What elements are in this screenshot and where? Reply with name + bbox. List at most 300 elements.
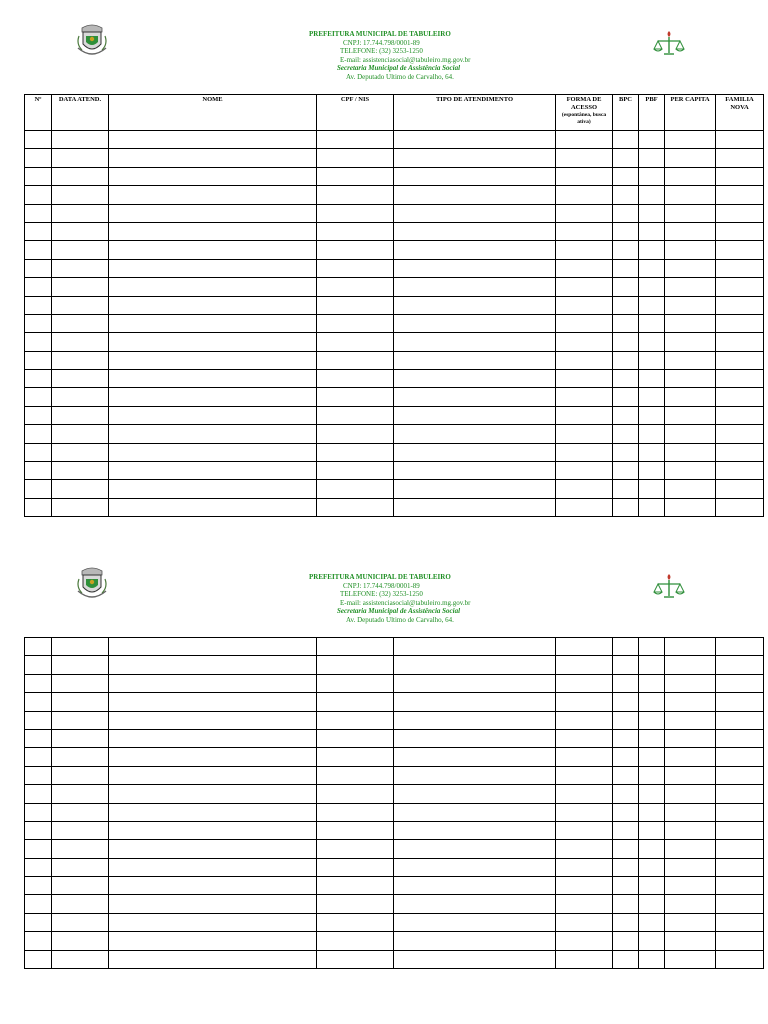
cell-bpc[interactable] [613, 278, 639, 296]
cell-data-atend[interactable] [52, 711, 109, 729]
cell-cpf-nis[interactable] [317, 674, 394, 692]
cell-data-atend[interactable] [52, 278, 109, 296]
cell-pbf[interactable] [639, 388, 665, 406]
cell-forma-acesso[interactable] [556, 370, 613, 388]
cell-per-capita[interactable] [665, 370, 716, 388]
cell-data-atend[interactable] [52, 406, 109, 424]
cell-bpc[interactable] [613, 462, 639, 480]
cell-pbf[interactable] [639, 370, 665, 388]
cell-bpc[interactable] [613, 351, 639, 369]
cell-pbf[interactable] [639, 406, 665, 424]
cell-pbf[interactable] [639, 729, 665, 747]
cell-forma-acesso[interactable] [556, 638, 613, 656]
cell-tipo-atendimento[interactable] [394, 333, 556, 351]
cell-bpc[interactable] [613, 480, 639, 498]
cell-tipo-atendimento[interactable] [394, 149, 556, 167]
cell-cpf-nis[interactable] [317, 711, 394, 729]
cell-nome[interactable] [109, 729, 317, 747]
cell-cpf-nis[interactable] [317, 729, 394, 747]
cell-cpf-nis[interactable] [317, 370, 394, 388]
cell-numero[interactable] [25, 241, 52, 259]
cell-tipo-atendimento[interactable] [394, 425, 556, 443]
cell-tipo-atendimento[interactable] [394, 167, 556, 185]
cell-cpf-nis[interactable] [317, 296, 394, 314]
cell-tipo-atendimento[interactable] [394, 785, 556, 803]
cell-nome[interactable] [109, 877, 317, 895]
cell-familia-nova[interactable] [716, 241, 764, 259]
cell-familia-nova[interactable] [716, 462, 764, 480]
cell-cpf-nis[interactable] [317, 167, 394, 185]
cell-familia-nova[interactable] [716, 932, 764, 950]
cell-per-capita[interactable] [665, 693, 716, 711]
cell-bpc[interactable] [613, 858, 639, 876]
cell-tipo-atendimento[interactable] [394, 913, 556, 931]
cell-tipo-atendimento[interactable] [394, 480, 556, 498]
cell-familia-nova[interactable] [716, 296, 764, 314]
cell-numero[interactable] [25, 204, 52, 222]
cell-cpf-nis[interactable] [317, 638, 394, 656]
cell-bpc[interactable] [613, 241, 639, 259]
cell-nome[interactable] [109, 314, 317, 332]
cell-bpc[interactable] [613, 913, 639, 931]
cell-data-atend[interactable] [52, 693, 109, 711]
cell-tipo-atendimento[interactable] [394, 204, 556, 222]
cell-nome[interactable] [109, 711, 317, 729]
cell-cpf-nis[interactable] [317, 693, 394, 711]
cell-forma-acesso[interactable] [556, 351, 613, 369]
cell-nome[interactable] [109, 388, 317, 406]
cell-bpc[interactable] [613, 840, 639, 858]
cell-nome[interactable] [109, 370, 317, 388]
cell-cpf-nis[interactable] [317, 913, 394, 931]
cell-nome[interactable] [109, 674, 317, 692]
cell-nome[interactable] [109, 785, 317, 803]
cell-pbf[interactable] [639, 480, 665, 498]
cell-data-atend[interactable] [52, 480, 109, 498]
cell-per-capita[interactable] [665, 131, 716, 149]
cell-bpc[interactable] [613, 932, 639, 950]
cell-tipo-atendimento[interactable] [394, 748, 556, 766]
cell-numero[interactable] [25, 674, 52, 692]
cell-pbf[interactable] [639, 259, 665, 277]
cell-tipo-atendimento[interactable] [394, 370, 556, 388]
cell-data-atend[interactable] [52, 222, 109, 240]
cell-tipo-atendimento[interactable] [394, 443, 556, 461]
cell-per-capita[interactable] [665, 406, 716, 424]
cell-bpc[interactable] [613, 895, 639, 913]
cell-bpc[interactable] [613, 711, 639, 729]
cell-familia-nova[interactable] [716, 351, 764, 369]
cell-data-atend[interactable] [52, 803, 109, 821]
cell-nome[interactable] [109, 222, 317, 240]
cell-pbf[interactable] [639, 638, 665, 656]
cell-numero[interactable] [25, 803, 52, 821]
cell-tipo-atendimento[interactable] [394, 674, 556, 692]
cell-pbf[interactable] [639, 222, 665, 240]
cell-data-atend[interactable] [52, 149, 109, 167]
cell-forma-acesso[interactable] [556, 729, 613, 747]
cell-pbf[interactable] [639, 204, 665, 222]
cell-pbf[interactable] [639, 858, 665, 876]
cell-bpc[interactable] [613, 950, 639, 968]
cell-pbf[interactable] [639, 877, 665, 895]
cell-per-capita[interactable] [665, 858, 716, 876]
cell-forma-acesso[interactable] [556, 858, 613, 876]
cell-pbf[interactable] [639, 186, 665, 204]
cell-familia-nova[interactable] [716, 821, 764, 839]
cell-nome[interactable] [109, 693, 317, 711]
cell-pbf[interactable] [639, 314, 665, 332]
cell-numero[interactable] [25, 711, 52, 729]
cell-cpf-nis[interactable] [317, 821, 394, 839]
cell-bpc[interactable] [613, 186, 639, 204]
cell-familia-nova[interactable] [716, 278, 764, 296]
cell-tipo-atendimento[interactable] [394, 498, 556, 516]
cell-forma-acesso[interactable] [556, 674, 613, 692]
cell-forma-acesso[interactable] [556, 241, 613, 259]
cell-numero[interactable] [25, 895, 52, 913]
cell-familia-nova[interactable] [716, 895, 764, 913]
cell-familia-nova[interactable] [716, 656, 764, 674]
cell-per-capita[interactable] [665, 803, 716, 821]
cell-tipo-atendimento[interactable] [394, 932, 556, 950]
cell-tipo-atendimento[interactable] [394, 803, 556, 821]
cell-per-capita[interactable] [665, 748, 716, 766]
cell-bpc[interactable] [613, 821, 639, 839]
cell-numero[interactable] [25, 443, 52, 461]
cell-bpc[interactable] [613, 766, 639, 784]
cell-forma-acesso[interactable] [556, 748, 613, 766]
cell-per-capita[interactable] [665, 480, 716, 498]
cell-data-atend[interactable] [52, 314, 109, 332]
cell-numero[interactable] [25, 858, 52, 876]
cell-per-capita[interactable] [665, 241, 716, 259]
cell-tipo-atendimento[interactable] [394, 821, 556, 839]
cell-data-atend[interactable] [52, 638, 109, 656]
cell-numero[interactable] [25, 729, 52, 747]
cell-forma-acesso[interactable] [556, 222, 613, 240]
cell-numero[interactable] [25, 222, 52, 240]
cell-familia-nova[interactable] [716, 693, 764, 711]
cell-tipo-atendimento[interactable] [394, 186, 556, 204]
cell-forma-acesso[interactable] [556, 711, 613, 729]
cell-per-capita[interactable] [665, 259, 716, 277]
cell-pbf[interactable] [639, 351, 665, 369]
cell-familia-nova[interactable] [716, 877, 764, 895]
cell-per-capita[interactable] [665, 638, 716, 656]
cell-bpc[interactable] [613, 131, 639, 149]
cell-per-capita[interactable] [665, 913, 716, 931]
cell-per-capita[interactable] [665, 296, 716, 314]
cell-numero[interactable] [25, 259, 52, 277]
cell-pbf[interactable] [639, 278, 665, 296]
cell-pbf[interactable] [639, 766, 665, 784]
cell-data-atend[interactable] [52, 858, 109, 876]
cell-forma-acesso[interactable] [556, 656, 613, 674]
cell-cpf-nis[interactable] [317, 950, 394, 968]
cell-per-capita[interactable] [665, 462, 716, 480]
cell-nome[interactable] [109, 913, 317, 931]
cell-nome[interactable] [109, 351, 317, 369]
cell-data-atend[interactable] [52, 766, 109, 784]
cell-nome[interactable] [109, 333, 317, 351]
cell-tipo-atendimento[interactable] [394, 406, 556, 424]
cell-familia-nova[interactable] [716, 840, 764, 858]
cell-tipo-atendimento[interactable] [394, 131, 556, 149]
cell-data-atend[interactable] [52, 241, 109, 259]
cell-forma-acesso[interactable] [556, 913, 613, 931]
cell-data-atend[interactable] [52, 656, 109, 674]
cell-tipo-atendimento[interactable] [394, 693, 556, 711]
cell-per-capita[interactable] [665, 149, 716, 167]
cell-nome[interactable] [109, 241, 317, 259]
cell-data-atend[interactable] [52, 932, 109, 950]
cell-cpf-nis[interactable] [317, 425, 394, 443]
cell-nome[interactable] [109, 149, 317, 167]
cell-numero[interactable] [25, 370, 52, 388]
cell-pbf[interactable] [639, 498, 665, 516]
cell-per-capita[interactable] [665, 840, 716, 858]
cell-per-capita[interactable] [665, 186, 716, 204]
cell-cpf-nis[interactable] [317, 932, 394, 950]
cell-bpc[interactable] [613, 204, 639, 222]
cell-pbf[interactable] [639, 711, 665, 729]
cell-tipo-atendimento[interactable] [394, 296, 556, 314]
cell-per-capita[interactable] [665, 333, 716, 351]
cell-data-atend[interactable] [52, 443, 109, 461]
cell-bpc[interactable] [613, 259, 639, 277]
cell-per-capita[interactable] [665, 388, 716, 406]
cell-per-capita[interactable] [665, 656, 716, 674]
cell-per-capita[interactable] [665, 314, 716, 332]
cell-per-capita[interactable] [665, 785, 716, 803]
cell-nome[interactable] [109, 932, 317, 950]
cell-data-atend[interactable] [52, 498, 109, 516]
cell-data-atend[interactable] [52, 296, 109, 314]
cell-pbf[interactable] [639, 821, 665, 839]
cell-cpf-nis[interactable] [317, 877, 394, 895]
cell-familia-nova[interactable] [716, 748, 764, 766]
cell-cpf-nis[interactable] [317, 388, 394, 406]
cell-pbf[interactable] [639, 840, 665, 858]
cell-cpf-nis[interactable] [317, 314, 394, 332]
cell-pbf[interactable] [639, 693, 665, 711]
cell-familia-nova[interactable] [716, 674, 764, 692]
cell-cpf-nis[interactable] [317, 895, 394, 913]
cell-data-atend[interactable] [52, 877, 109, 895]
cell-pbf[interactable] [639, 167, 665, 185]
cell-numero[interactable] [25, 498, 52, 516]
cell-bpc[interactable] [613, 388, 639, 406]
cell-bpc[interactable] [613, 222, 639, 240]
cell-tipo-atendimento[interactable] [394, 638, 556, 656]
cell-bpc[interactable] [613, 370, 639, 388]
cell-pbf[interactable] [639, 932, 665, 950]
cell-tipo-atendimento[interactable] [394, 388, 556, 406]
cell-tipo-atendimento[interactable] [394, 259, 556, 277]
cell-data-atend[interactable] [52, 895, 109, 913]
cell-numero[interactable] [25, 296, 52, 314]
cell-bpc[interactable] [613, 803, 639, 821]
cell-familia-nova[interactable] [716, 314, 764, 332]
cell-data-atend[interactable] [52, 729, 109, 747]
cell-familia-nova[interactable] [716, 222, 764, 240]
cell-data-atend[interactable] [52, 821, 109, 839]
cell-cpf-nis[interactable] [317, 785, 394, 803]
cell-data-atend[interactable] [52, 167, 109, 185]
cell-familia-nova[interactable] [716, 803, 764, 821]
cell-familia-nova[interactable] [716, 149, 764, 167]
cell-forma-acesso[interactable] [556, 895, 613, 913]
cell-nome[interactable] [109, 748, 317, 766]
cell-per-capita[interactable] [665, 729, 716, 747]
cell-forma-acesso[interactable] [556, 462, 613, 480]
cell-forma-acesso[interactable] [556, 693, 613, 711]
cell-per-capita[interactable] [665, 674, 716, 692]
cell-forma-acesso[interactable] [556, 443, 613, 461]
cell-nome[interactable] [109, 131, 317, 149]
cell-numero[interactable] [25, 462, 52, 480]
cell-numero[interactable] [25, 766, 52, 784]
cell-numero[interactable] [25, 351, 52, 369]
cell-data-atend[interactable] [52, 370, 109, 388]
cell-per-capita[interactable] [665, 821, 716, 839]
cell-bpc[interactable] [613, 167, 639, 185]
cell-pbf[interactable] [639, 895, 665, 913]
cell-pbf[interactable] [639, 296, 665, 314]
cell-nome[interactable] [109, 425, 317, 443]
cell-per-capita[interactable] [665, 950, 716, 968]
cell-per-capita[interactable] [665, 443, 716, 461]
cell-data-atend[interactable] [52, 913, 109, 931]
cell-numero[interactable] [25, 167, 52, 185]
cell-numero[interactable] [25, 388, 52, 406]
cell-forma-acesso[interactable] [556, 131, 613, 149]
cell-nome[interactable] [109, 186, 317, 204]
cell-forma-acesso[interactable] [556, 167, 613, 185]
cell-forma-acesso[interactable] [556, 314, 613, 332]
cell-nome[interactable] [109, 204, 317, 222]
cell-familia-nova[interactable] [716, 204, 764, 222]
cell-bpc[interactable] [613, 314, 639, 332]
cell-tipo-atendimento[interactable] [394, 858, 556, 876]
cell-cpf-nis[interactable] [317, 748, 394, 766]
cell-familia-nova[interactable] [716, 498, 764, 516]
cell-numero[interactable] [25, 821, 52, 839]
cell-tipo-atendimento[interactable] [394, 241, 556, 259]
cell-nome[interactable] [109, 406, 317, 424]
cell-familia-nova[interactable] [716, 370, 764, 388]
cell-pbf[interactable] [639, 241, 665, 259]
cell-numero[interactable] [25, 425, 52, 443]
cell-numero[interactable] [25, 840, 52, 858]
cell-nome[interactable] [109, 443, 317, 461]
cell-forma-acesso[interactable] [556, 821, 613, 839]
cell-bpc[interactable] [613, 498, 639, 516]
cell-cpf-nis[interactable] [317, 278, 394, 296]
cell-nome[interactable] [109, 259, 317, 277]
cell-forma-acesso[interactable] [556, 766, 613, 784]
cell-data-atend[interactable] [52, 131, 109, 149]
cell-data-atend[interactable] [52, 333, 109, 351]
cell-nome[interactable] [109, 840, 317, 858]
cell-familia-nova[interactable] [716, 186, 764, 204]
cell-forma-acesso[interactable] [556, 149, 613, 167]
cell-numero[interactable] [25, 913, 52, 931]
cell-nome[interactable] [109, 462, 317, 480]
cell-pbf[interactable] [639, 748, 665, 766]
cell-cpf-nis[interactable] [317, 656, 394, 674]
cell-tipo-atendimento[interactable] [394, 729, 556, 747]
cell-data-atend[interactable] [52, 388, 109, 406]
cell-familia-nova[interactable] [716, 913, 764, 931]
cell-pbf[interactable] [639, 462, 665, 480]
cell-numero[interactable] [25, 149, 52, 167]
cell-per-capita[interactable] [665, 877, 716, 895]
cell-bpc[interactable] [613, 674, 639, 692]
cell-nome[interactable] [109, 766, 317, 784]
cell-tipo-atendimento[interactable] [394, 222, 556, 240]
cell-bpc[interactable] [613, 656, 639, 674]
cell-tipo-atendimento[interactable] [394, 766, 556, 784]
cell-numero[interactable] [25, 278, 52, 296]
cell-familia-nova[interactable] [716, 785, 764, 803]
cell-nome[interactable] [109, 498, 317, 516]
cell-cpf-nis[interactable] [317, 204, 394, 222]
cell-bpc[interactable] [613, 149, 639, 167]
cell-data-atend[interactable] [52, 674, 109, 692]
cell-tipo-atendimento[interactable] [394, 314, 556, 332]
cell-tipo-atendimento[interactable] [394, 278, 556, 296]
cell-data-atend[interactable] [52, 204, 109, 222]
cell-numero[interactable] [25, 406, 52, 424]
cell-data-atend[interactable] [52, 259, 109, 277]
cell-cpf-nis[interactable] [317, 333, 394, 351]
cell-bpc[interactable] [613, 748, 639, 766]
cell-numero[interactable] [25, 480, 52, 498]
cell-cpf-nis[interactable] [317, 480, 394, 498]
cell-data-atend[interactable] [52, 748, 109, 766]
cell-pbf[interactable] [639, 785, 665, 803]
cell-pbf[interactable] [639, 913, 665, 931]
cell-cpf-nis[interactable] [317, 406, 394, 424]
cell-bpc[interactable] [613, 425, 639, 443]
cell-cpf-nis[interactable] [317, 149, 394, 167]
cell-nome[interactable] [109, 296, 317, 314]
cell-forma-acesso[interactable] [556, 388, 613, 406]
cell-forma-acesso[interactable] [556, 406, 613, 424]
cell-nome[interactable] [109, 167, 317, 185]
cell-per-capita[interactable] [665, 932, 716, 950]
cell-tipo-atendimento[interactable] [394, 656, 556, 674]
cell-familia-nova[interactable] [716, 443, 764, 461]
cell-per-capita[interactable] [665, 711, 716, 729]
cell-familia-nova[interactable] [716, 638, 764, 656]
cell-forma-acesso[interactable] [556, 840, 613, 858]
cell-pbf[interactable] [639, 425, 665, 443]
cell-cpf-nis[interactable] [317, 858, 394, 876]
cell-nome[interactable] [109, 950, 317, 968]
cell-bpc[interactable] [613, 443, 639, 461]
cell-forma-acesso[interactable] [556, 204, 613, 222]
cell-numero[interactable] [25, 186, 52, 204]
cell-bpc[interactable] [613, 877, 639, 895]
cell-tipo-atendimento[interactable] [394, 877, 556, 895]
cell-bpc[interactable] [613, 296, 639, 314]
cell-nome[interactable] [109, 638, 317, 656]
cell-nome[interactable] [109, 858, 317, 876]
cell-per-capita[interactable] [665, 278, 716, 296]
